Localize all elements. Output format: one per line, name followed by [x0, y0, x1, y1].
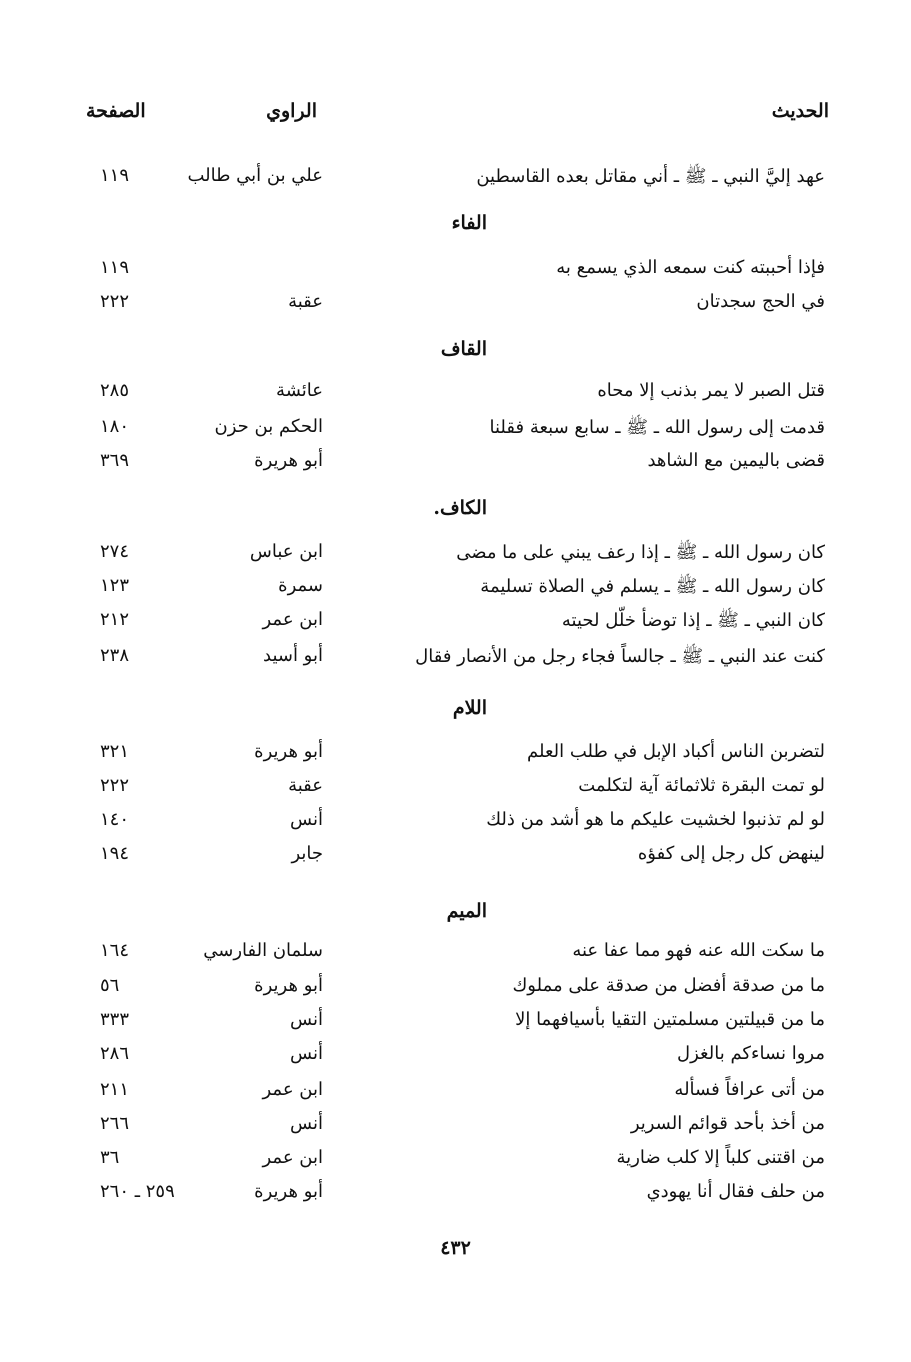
section-letter: الميم: [446, 900, 487, 922]
hadith-text: قتل الصبر لا يمر بذنب إلا محاه: [597, 380, 825, 401]
page-ref: ١١٩: [100, 257, 130, 278]
section-heading: [0, 212, 911, 246]
narrator-name: أبو هريرة: [254, 741, 323, 762]
section-letter: القاف: [440, 338, 487, 360]
index-row: [0, 843, 911, 877]
hadith-text: عهد إليَّ النبي ـ ﷺ ـ أني مقاتل بعده القاسطين: [476, 166, 825, 187]
hadith-text: ما من صدقة أفضل من صدقة على مملوك: [512, 975, 825, 996]
page-ref: ٢٥٩ ـ ٢٦٠: [100, 1181, 175, 1202]
section-letter: اللام: [452, 697, 487, 719]
hadith-text: قدمت إلى رسول الله ـ ﷺ ـ سابع سبعة فقلنا: [489, 417, 825, 438]
index-row: [0, 291, 911, 325]
hadith-text: كان النبي ـ ﷺ ـ إذا توضأ خلّل لحيته: [561, 610, 825, 631]
page-ref: ١١٩: [100, 165, 130, 186]
narrator-name: أنس: [290, 1113, 323, 1134]
narrator-name: أبو هريرة: [254, 450, 323, 471]
narrator-name: عائشة: [276, 380, 323, 401]
hadith-text: كنت عند النبي ـ ﷺ ـ جالساً فجاء رجل من الأنصار فقال: [415, 646, 825, 667]
hadith-text: كان رسول الله ـ ﷺ ـ يسلم في الصلاة تسليمة: [480, 576, 825, 597]
page-ref: ١٢٣: [100, 575, 130, 596]
index-row: [0, 450, 911, 484]
page-ref: ٣٢١: [100, 741, 130, 762]
hadith-text: من حلف فقال أنا يهودي: [646, 1181, 825, 1202]
hadith-text: لينهض كل رجل إلى كفؤه: [637, 843, 825, 864]
index-row: [0, 609, 911, 643]
page-number: ٤٣٢: [440, 1237, 471, 1259]
index-row: [0, 165, 911, 199]
narrator-name: عقبة: [288, 291, 323, 312]
index-row: [0, 975, 911, 1009]
page-ref: ١٩٤: [100, 843, 130, 864]
hadith-text: كان رسول الله ـ ﷺ ـ إذا رعف يبني على ما مضى: [456, 542, 825, 563]
index-row: [0, 775, 911, 809]
index-row: [0, 1009, 911, 1043]
hadith-text: في الحج سجدتان: [696, 291, 825, 312]
narrator-name: ابن عباس: [249, 541, 323, 562]
hadith-text: مروا نساءكم بالغزل: [677, 1043, 825, 1064]
page-ref: ٣٦٩: [100, 450, 130, 471]
header-narrator: الراوي: [266, 100, 317, 122]
section-heading: [0, 497, 911, 531]
column-headers: [0, 100, 911, 136]
page-ref: ٥٦: [100, 975, 120, 996]
page-ref: ١٦٤: [100, 940, 130, 961]
index-row: [0, 1181, 911, 1215]
narrator-name: سمرة: [278, 575, 323, 596]
index-row: [0, 1113, 911, 1147]
narrator-name: جابر: [291, 843, 323, 864]
index-row: [0, 1043, 911, 1077]
narrator-name: أنس: [290, 1009, 323, 1030]
page-ref: ٢١١: [100, 1079, 130, 1100]
section-heading: [0, 338, 911, 372]
hadith-text: فإذا أحببته كنت سمعه الذي يسمع به: [556, 257, 825, 278]
index-row: [0, 1079, 911, 1113]
hadith-text: لو لم تذنبوا لخشيت عليكم ما هو أشد من ذلك: [486, 809, 825, 830]
index-row: [0, 257, 911, 291]
page-ref: ٢١٢: [100, 609, 130, 630]
hadith-text: من أخذ بأحد قوائم السرير: [630, 1113, 825, 1134]
section-letter: الفاء: [451, 212, 487, 234]
page-footer: [0, 1237, 911, 1259]
index-row: [0, 541, 911, 575]
page-ref: ٢٧٤: [100, 541, 130, 562]
index-row: [0, 575, 911, 609]
narrator-name: أبو أسيد: [263, 645, 323, 666]
narrator-name: ابن عمر: [262, 1079, 323, 1100]
hadith-text: ما من قبيلتين مسلمتين التقيا بأسيافهما إلا: [515, 1009, 825, 1030]
page-ref: ٢٣٨: [100, 645, 130, 666]
narrator-name: أنس: [290, 1043, 323, 1064]
narrator-name: الحكم بن حزن: [214, 416, 323, 437]
narrator-name: أنس: [290, 809, 323, 830]
narrator-name: ابن عمر: [262, 1147, 323, 1168]
page-ref: ١٨٠: [100, 416, 130, 437]
narrator-name: علي بن أبي طالب: [187, 165, 323, 186]
narrator-name: سلمان الفارسي: [203, 940, 323, 961]
narrator-name: أبو هريرة: [254, 1181, 323, 1202]
page-ref: ٣٦: [100, 1147, 120, 1168]
index-row: [0, 645, 911, 679]
index-row: [0, 741, 911, 775]
page-ref: ٢٢٢: [100, 775, 130, 796]
hadith-text: لو تمت البقرة ثلاثمائة آية لتكلمت: [578, 775, 825, 796]
index-row: [0, 416, 911, 450]
hadith-text: من اقتنى كلباً إلا كلب ضارية: [616, 1147, 825, 1168]
page-ref: ٢٨٥: [100, 380, 130, 401]
narrator-name: عقبة: [288, 775, 323, 796]
page-ref: ٢٢٢: [100, 291, 130, 312]
header-hadith: الحديث: [771, 100, 829, 122]
hadith-text: لتضربن الناس أكباد الإبل في طلب العلم: [527, 741, 825, 762]
narrator-name: ابن عمر: [262, 609, 323, 630]
index-row: [0, 1147, 911, 1181]
page-ref: ٢٦٦: [100, 1113, 130, 1134]
index-row: [0, 940, 911, 974]
section-heading: [0, 697, 911, 731]
section-heading: [0, 900, 911, 934]
narrator-name: أبو هريرة: [254, 975, 323, 996]
section-letter: الكاف.: [433, 497, 487, 519]
header-page: الصفحة: [86, 100, 146, 122]
page-ref: ٣٣٣: [100, 1009, 130, 1030]
hadith-text: قضى باليمين مع الشاهد: [647, 450, 825, 471]
hadith-text: من أتى عرافاً فسأله: [674, 1079, 825, 1100]
index-row: [0, 380, 911, 414]
page-ref: ١٤٠: [100, 809, 130, 830]
index-row: [0, 809, 911, 843]
page-ref: ٢٨٦: [100, 1043, 130, 1064]
hadith-text: ما سكت الله عنه فهو مما عفا عنه: [572, 940, 825, 961]
